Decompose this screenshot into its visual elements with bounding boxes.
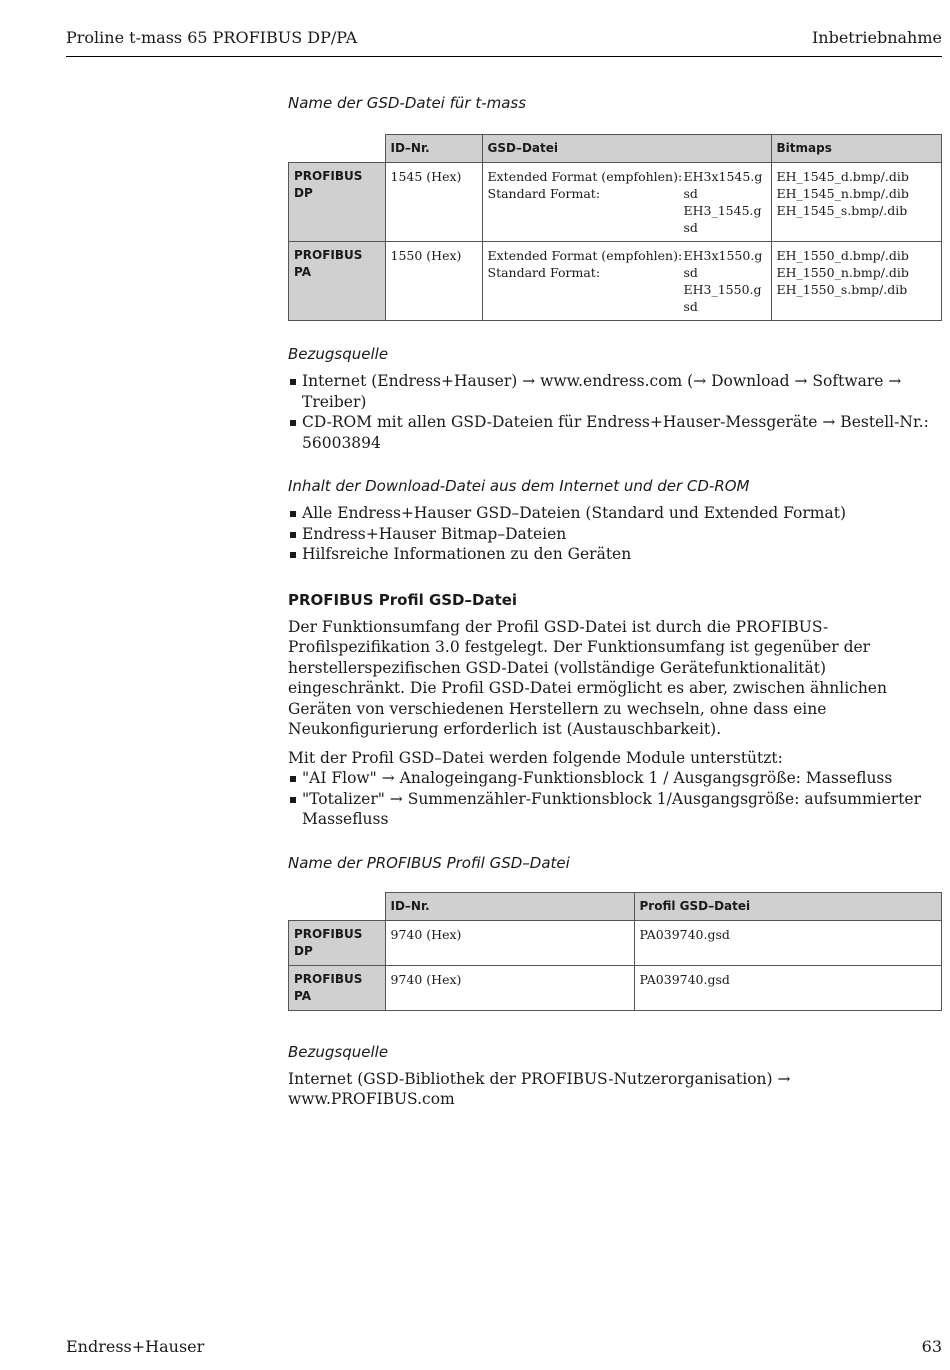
list-item: "Totalizer" → Summenzähler-Funktionsblock 1/Ausgangsgröße: aufsummierter Massefluss	[288, 789, 942, 830]
gsd-file-table	[288, 134, 942, 321]
gsd-file-name: EH3_1545.gsd	[683, 203, 762, 235]
column-header: ID–Nr.	[385, 892, 634, 920]
modules-list	[288, 768, 942, 830]
format-label: Extended Format (empfohlen):	[487, 248, 683, 263]
format-label: Standard Format:	[487, 186, 601, 201]
profile-gsd-name-heading: Name der PROFIBUS Profil GSD–Datei	[288, 853, 570, 872]
source-heading: Bezugsquelle	[288, 345, 389, 363]
table-row	[289, 163, 942, 242]
source-list	[288, 371, 942, 453]
column-header: ID–Nr.	[385, 135, 482, 163]
table-header-row	[289, 135, 942, 163]
gsd-cell	[482, 163, 771, 242]
bitmap-file: EH_1550_n.bmp/.dib	[776, 265, 909, 280]
profile-gsd-heading: PROFIBUS Profil GSD–Datei	[288, 590, 518, 609]
id-cell: 9740 (Hex)	[385, 920, 634, 965]
list-item: Endress+Hauser Bitmap–Dateien	[288, 524, 942, 545]
id-cell: 9740 (Hex)	[385, 965, 634, 1010]
column-header: Bitmaps	[771, 135, 942, 163]
download-content-list	[288, 503, 942, 565]
list-item: "AI Flow" → Analogeingang-Funktionsblock 1 / Ausgangsgröße: Massefluss	[288, 768, 942, 789]
row-label: PROFIBUS DP	[289, 163, 386, 242]
row-label: PROFIBUS PA	[289, 242, 386, 321]
bitmaps-cell	[771, 242, 942, 321]
list-item: Hilfsreiche Informationen zu den Geräten	[288, 544, 942, 565]
gsd-file-name: EH3x1550.gsd	[683, 248, 763, 280]
page-content	[288, 94, 942, 1110]
gsd-file-name: EH3x1545.gsd	[683, 169, 763, 201]
column-header: GSD–Datei	[482, 135, 771, 163]
gsd-file-cell: PA039740.gsd	[634, 920, 942, 965]
gsd-file-name-heading: Name der GSD-Datei für t-mass	[288, 94, 527, 112]
bitmap-file: EH_1550_s.bmp/.dib	[776, 282, 908, 297]
gsd-file-cell: PA039740.gsd	[634, 965, 942, 1010]
bitmap-file: EH_1545_s.bmp/.dib	[776, 203, 908, 218]
id-cell: 1545 (Hex)	[385, 163, 482, 242]
footer-company: Endress+Hauser	[66, 1337, 205, 1356]
source-text: Internet (GSD-Bibliothek der PROFIBUS-Nutzerorganisation) → www.PROFIBUS.com	[288, 1069, 791, 1108]
list-item: Internet (Endress+Hauser) → www.endress.com (→ Download → Software → Treiber)	[288, 371, 942, 412]
page-header	[66, 28, 942, 57]
source-heading: Bezugsquelle	[288, 1042, 389, 1061]
gsd-file-name: EH3_1550.gsd	[683, 282, 762, 314]
modules-intro: Mit der Profil GSD–Datei werden folgende Module unterstützt:	[288, 748, 783, 767]
bitmap-file: EH_1545_d.bmp/.dib	[776, 169, 909, 184]
table-row	[289, 965, 942, 1010]
header-chapter: Inbetriebnahme	[811, 28, 942, 47]
download-content-heading: Inhalt der Download-Datei aus dem Internet und der CD-ROM	[288, 477, 750, 495]
gsd-cell	[482, 242, 771, 321]
list-item: CD-ROM mit allen GSD-Dateien für Endress+Hauser-Messgeräte → Bestell-Nr.: 56003894	[288, 412, 942, 453]
page-number: 63	[921, 1337, 942, 1356]
table-header-row	[289, 892, 942, 920]
bitmaps-cell	[771, 163, 942, 242]
format-label: Extended Format (empfohlen):	[487, 169, 683, 184]
table-row	[289, 242, 942, 321]
row-label: PROFIBUS PA	[289, 965, 386, 1010]
id-cell: 1550 (Hex)	[385, 242, 482, 321]
list-item: Alle Endress+Hauser GSD–Dateien (Standard und Extended Format)	[288, 503, 942, 524]
header-doc-title: Proline t-mass 65 PROFIBUS DP/PA	[66, 28, 358, 47]
profile-description: Der Funktionsumfang der Profil GSD-Datei ist durch die PROFIBUS-Profilspezifikation 3.0 festgelegt. Der Funktionsumfang ist gegenüber der herstellerspezifischen GSD-Datei (vollständige Gerätefunktionalität) eingeschränkt. Die Profil GSD-Datei ermöglicht es aber, zwischen ähnlichen Geräten von verschiedenen Herstellern zu wechseln, ohne dass eine Neukonfigurierung erforderlich ist (Austauschbarkeit).	[288, 617, 887, 738]
row-label: PROFIBUS DP	[289, 920, 386, 965]
bitmap-file: EH_1550_d.bmp/.dib	[776, 248, 909, 263]
profile-gsd-table	[288, 892, 942, 1011]
format-label: Standard Format:	[487, 265, 601, 280]
column-header: Profil GSD–Datei	[634, 892, 942, 920]
bitmap-file: EH_1545_n.bmp/.dib	[776, 186, 909, 201]
table-row	[289, 920, 942, 965]
